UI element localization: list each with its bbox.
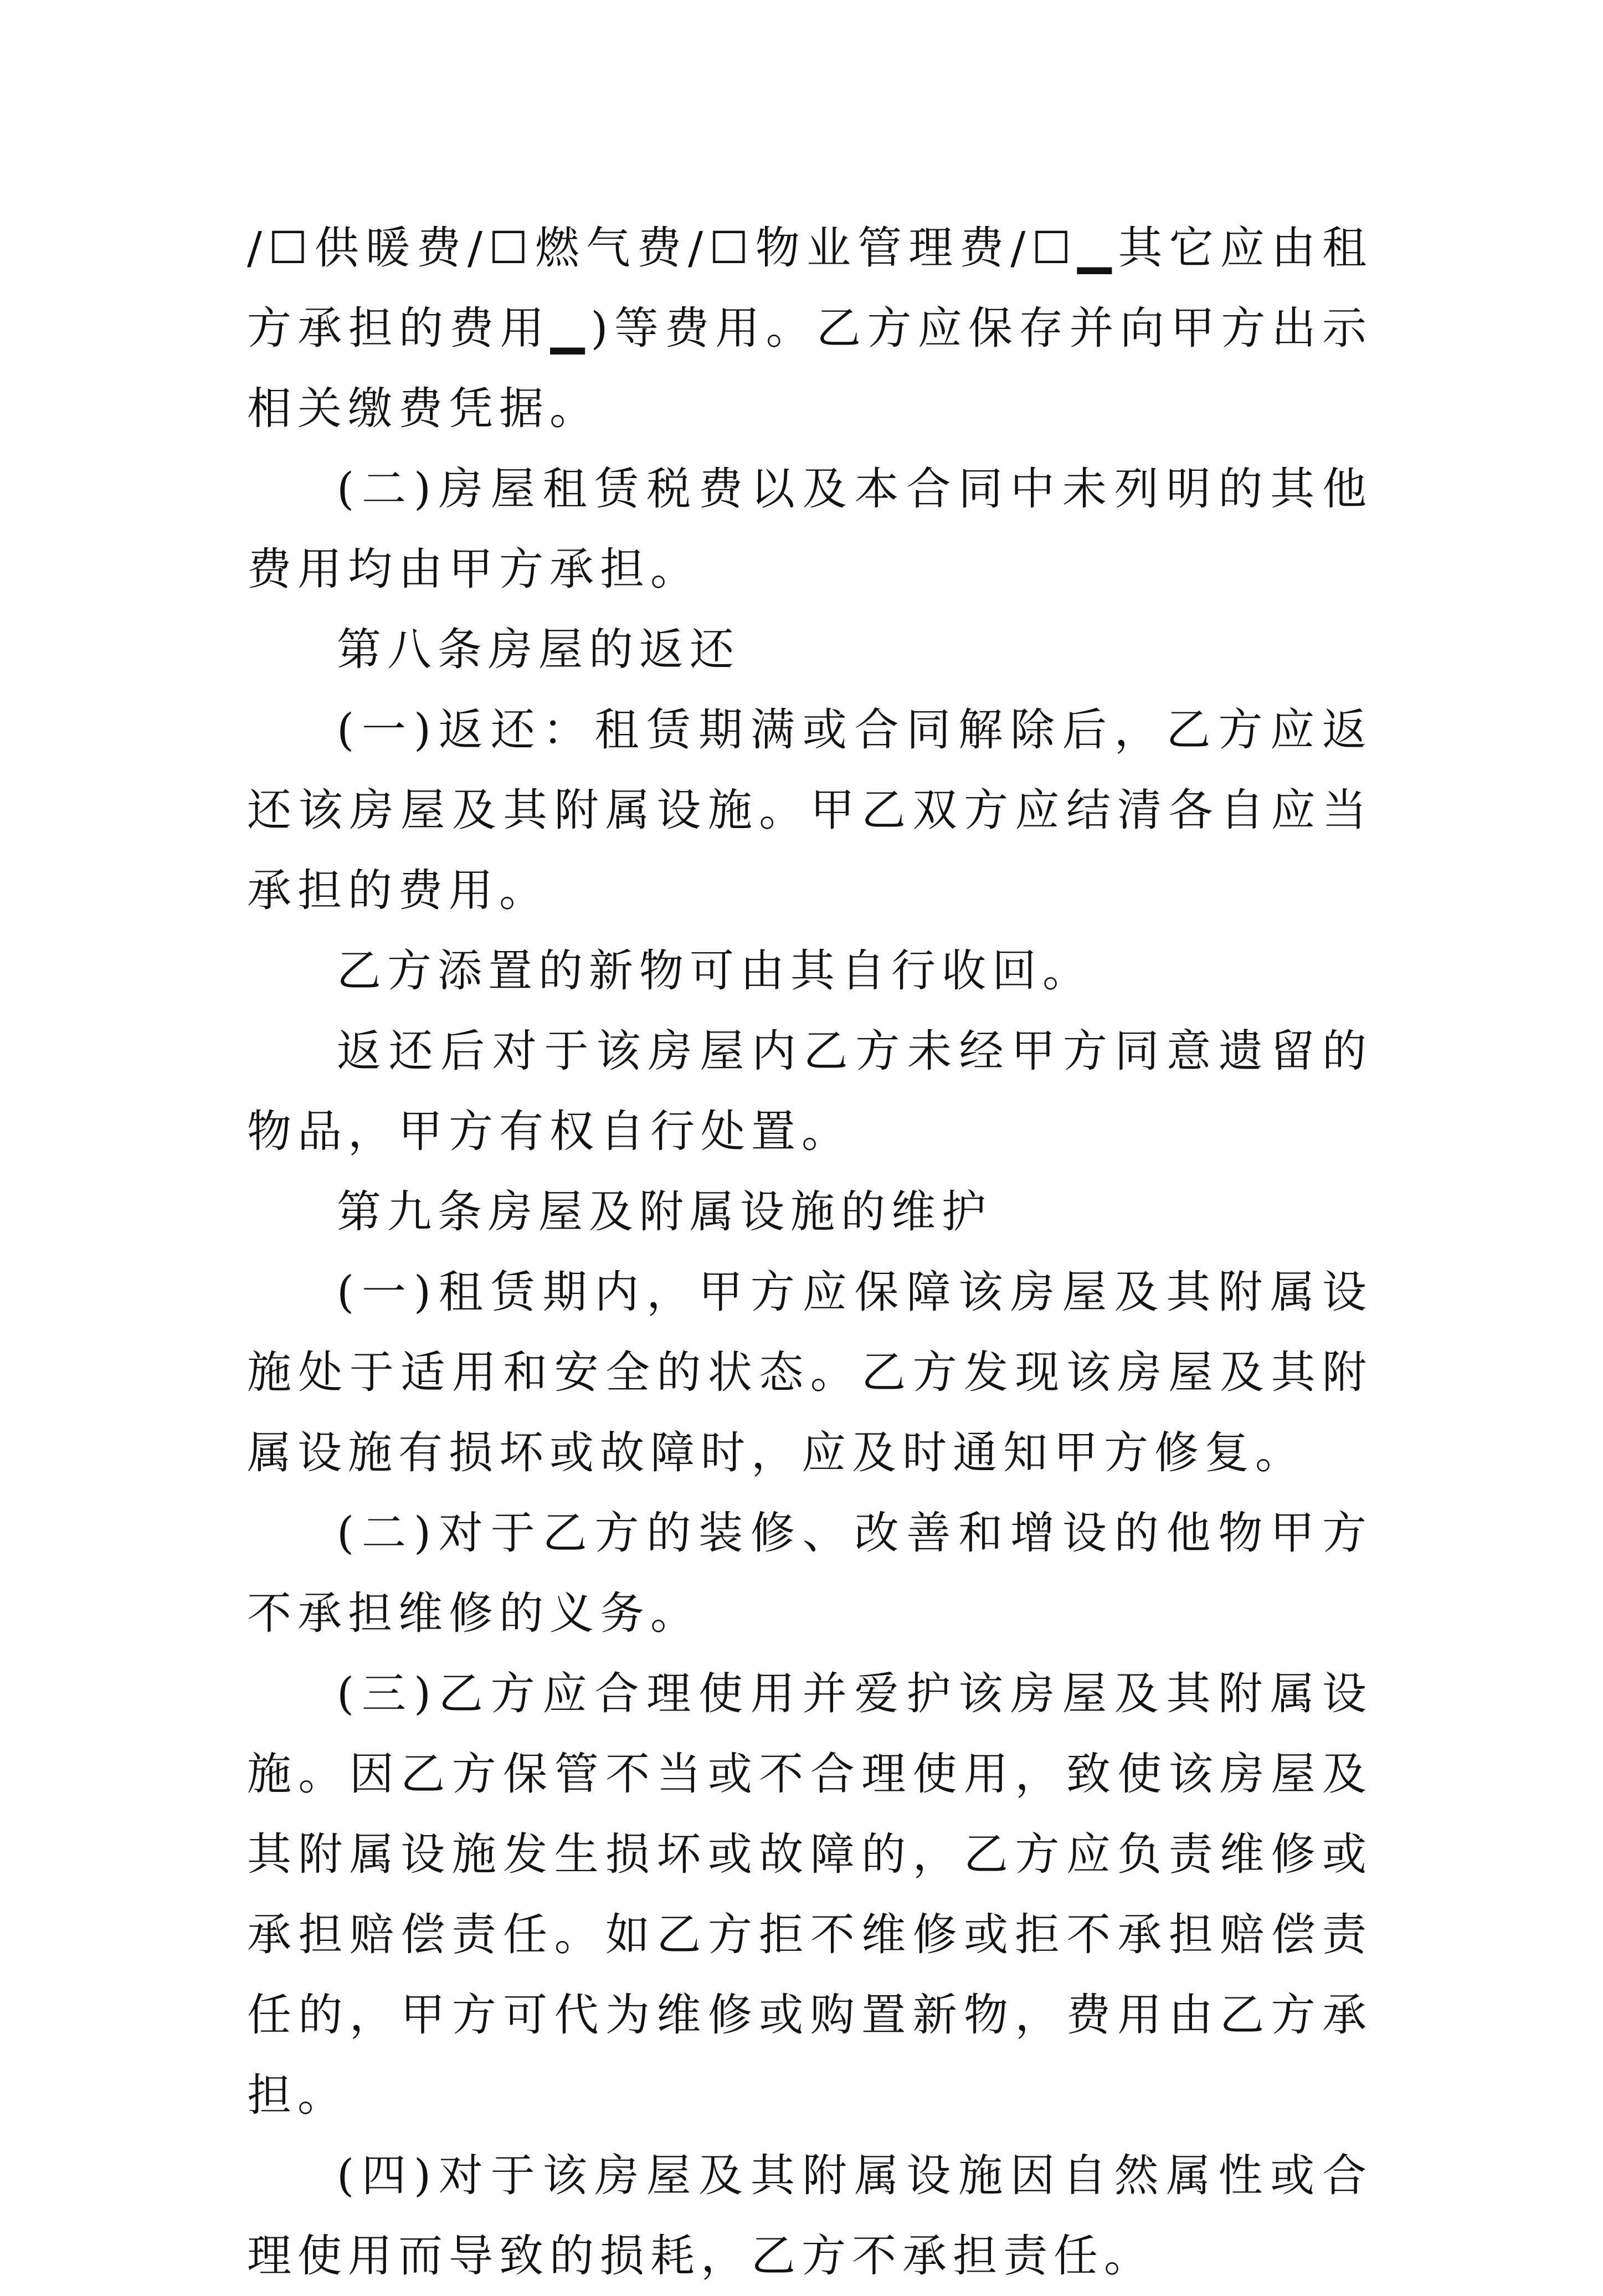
document-body (247, 208, 1373, 2296)
paragraph-return-1: (一)返还：租赁期满或合同解除后，乙方应返还该房屋及其附属设施。甲乙双方应结清各自应当承担的费用。 (247, 704, 1373, 916)
paragraph-maintenance-3: (三)乙方应合理使用并爱护该房屋及其附属设施。因乙方保管不当或不合理使用，致使该房屋及其附属设施发生损坏或故障的，乙方应负责维修或承担赔偿责任。如乙方拒不维修或拒不承担赔偿责任的，甲方可代为维修或购置新物，费用由乙方承担。 (247, 1668, 1373, 2121)
paragraph-return-2: 乙方添置的新物可由其自行收回。 (337, 945, 1093, 997)
paragraph-maintenance-2: (二)对于乙方的装修、改善和增设的他物甲方不承担维修的义务。 (247, 1507, 1373, 1639)
article-9-heading: 第九条房屋及附属设施的维护 (337, 1186, 992, 1237)
article-8-heading: 第八条房屋的返还 (337, 624, 740, 675)
paragraph-maintenance-4: (四)对于该房屋及其附属设施因自然属性或合理使用而导致的损耗，乙方不承担责任。 (247, 2150, 1373, 2282)
paragraph-utility-fees-continued: /☐供暖费/☐燃气费/☐物业管理费/☐▁其它应由租方承担的费用▁)等费用。乙方应保存并向甲方出示相关缴费凭据。 (247, 222, 1373, 434)
paragraph-tax-fees: (二)房屋租赁税费以及本合同中未列明的其他费用均由甲方承担。 (247, 463, 1373, 595)
paragraph-maintenance-1: (一)租赁期内，甲方应保障该房屋及其附属设施处于适用和安全的状态。乙方发现该房屋及其附属设施有损坏或故障时，应及时通知甲方修复。 (247, 1266, 1373, 1478)
paragraph-return-3: 返还后对于该房屋内乙方未经甲方同意遗留的物品，甲方有权自行处置。 (247, 1025, 1373, 1157)
